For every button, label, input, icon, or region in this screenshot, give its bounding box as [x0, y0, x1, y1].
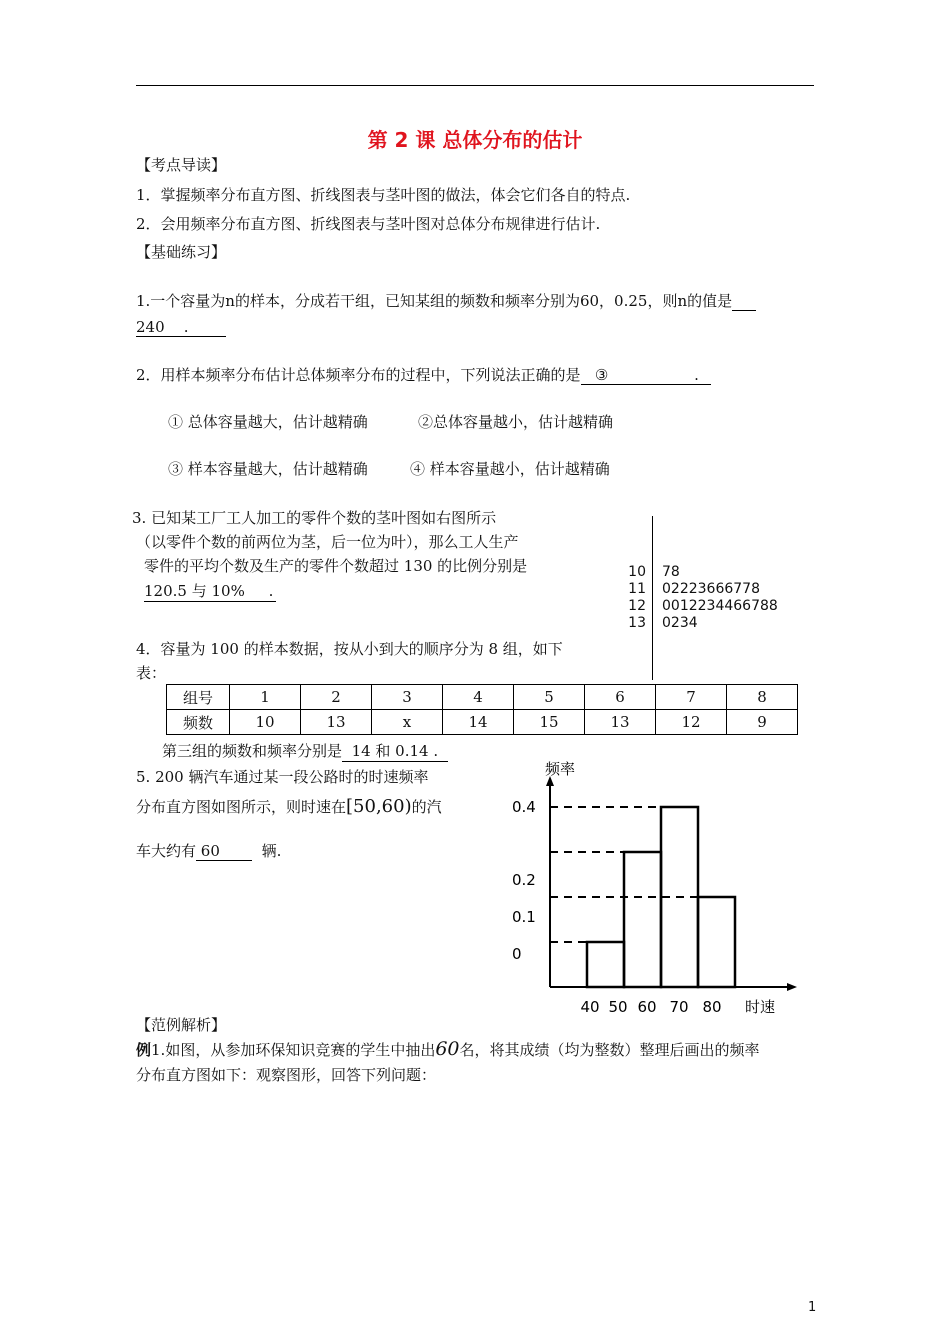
x-tick-label: 50 [608, 998, 628, 1015]
leaf-column [662, 564, 778, 632]
question-5-line-2 [136, 796, 442, 817]
question-2-answer: ③ [594, 366, 609, 384]
question-5-answer: 60 [200, 842, 220, 860]
table-cell: x [372, 710, 443, 735]
question-3-line-3: 零件的平均个数及生产的零件个数超过 130 的比例分别是 [144, 557, 528, 575]
y-tick-label: 0 [512, 945, 522, 963]
leaves: 02223666778 [662, 581, 760, 597]
question-5-line-3b: 辆. [261, 842, 282, 860]
question-1-answer: 240 [136, 318, 165, 336]
table-cell: 3 [372, 685, 443, 710]
table-cell: 14 [443, 710, 514, 735]
question-1-answer-line [136, 318, 226, 337]
question-2-option-1: ① 总体容量越大，估计越精确 [168, 413, 368, 431]
interval-notation: [50,60) [346, 796, 412, 817]
stem: 11 [628, 581, 646, 597]
question-2-end: . [694, 366, 699, 384]
stem-leaf-divider [652, 516, 653, 680]
example-1-number: 60 [435, 1038, 460, 1060]
question-4-after: 第三组的频数和频率分别是 [162, 742, 343, 760]
table-cell: 5 [514, 685, 585, 710]
stem: 12 [628, 598, 646, 614]
stem: 13 [628, 615, 646, 631]
question-5-line-3a: 车大约有 [136, 842, 197, 860]
table-cell: 7 [656, 685, 727, 710]
table-cell: 13 [301, 710, 372, 735]
x-tick-label: 80 [702, 998, 722, 1015]
y-tick-label: 0.2 [512, 871, 536, 889]
leaves: 78 [662, 564, 680, 580]
guide-item-2: 2．会用频率分布直方图、折线图表与茎叶图对总体分布规律进行估计. [136, 215, 601, 233]
stem-column [628, 564, 646, 632]
table-row [167, 685, 798, 710]
question-4-answer-line [162, 740, 448, 762]
question-5-line-3 [136, 840, 281, 861]
leaves: 0012234466788 [662, 598, 778, 614]
question-4-line-2: 表： [136, 664, 167, 682]
section-basic: 【基础练习】 [136, 243, 227, 261]
guide-item-1: 1．掌握频率分布直方图、折线图表与茎叶图的做法，体会它们各自的特点. [136, 186, 631, 204]
speed-histogram [490, 750, 800, 1015]
table-row [167, 710, 798, 735]
question-5-line-2a: 分布直方图如图所示，则时速在 [136, 798, 347, 816]
question-4-end: . [433, 742, 439, 760]
question-2-option-3: ③ 样本容量越大，估计越精确 [168, 460, 368, 478]
y-axis-label: 频率 [544, 760, 576, 778]
question-1-text: 1.一个容量为n的样本，分成若干组，已知某组的频数和频率分别为60，0.25，则n的值是 [136, 292, 733, 310]
y-tick-label: 0.1 [512, 908, 536, 926]
question-3-answer-line [144, 580, 276, 602]
table-cell: 4 [443, 685, 514, 710]
table-cell: 15 [514, 710, 585, 735]
frequency-table [166, 684, 798, 735]
table-cell: 2 [301, 685, 372, 710]
question-3-answer: 120.5 与 10% [144, 582, 245, 600]
example-1-line-2: 分布直方图如下：观察图形，回答下列问题： [136, 1066, 437, 1084]
example-label: 例 [136, 1041, 152, 1059]
page-title: 第 2 课 总体分布的估计 [367, 128, 583, 152]
table-cell: 12 [656, 710, 727, 735]
histogram-bar [624, 852, 661, 987]
question-2-option-2: ②总体容量越小，估计越精确 [418, 413, 614, 431]
x-tick-label: 40 [580, 998, 600, 1015]
histogram-bar [698, 897, 735, 987]
x-axis-arrow [787, 983, 797, 991]
header-rule [136, 85, 814, 86]
table-cell: 6 [585, 685, 656, 710]
question-1-end: . [183, 318, 189, 336]
section-guide: 【考点导读】 [136, 156, 227, 174]
stem: 10 [628, 564, 646, 580]
table-cell: 10 [230, 710, 301, 735]
table-cell: 组号 [167, 685, 230, 710]
table-cell: 8 [727, 685, 798, 710]
table-cell: 1 [230, 685, 301, 710]
y-tick-label: 0.4 [512, 798, 536, 816]
table-cell: 频数 [167, 710, 230, 735]
question-1 [136, 290, 756, 311]
page-number: 1 [808, 1300, 817, 1315]
question-3-line-1: 3. 已知某工厂工人加工的零件个数的茎叶图如右图所示 [132, 509, 497, 527]
question-2 [136, 364, 711, 385]
question-3-end: . [268, 582, 274, 600]
question-5-line-1: 5. 200 辆汽车通过某一段公路时的时速频率 [136, 768, 429, 786]
question-4-answer: 14 和 0.14 [351, 742, 429, 760]
x-tick-label: 70 [669, 998, 689, 1015]
table-cell: 13 [585, 710, 656, 735]
question-4-line-1: 4．容量为 100 的样本数据，按从小到大的顺序分为 8 组，如下 [136, 640, 563, 658]
table-cell: 9 [727, 710, 798, 735]
question-3-line-2: （以零件个数的前两位为茎，后一位为叶），那么工人生产 [136, 533, 519, 551]
example-1-text-b: 名，将其成绩（均为整数）整理后画出的频率 [459, 1041, 760, 1059]
question-5-line-2b: 的汽 [411, 798, 442, 816]
question-2-text: 2．用样本频率分布估计总体频率分布的过程中，下列说法正确的是 [136, 366, 581, 384]
example-1-text: 1.如图，从参加环保知识竞赛的学生中抽出 [151, 1041, 436, 1059]
example-1-line-1 [136, 1038, 760, 1060]
x-axis-label: 时速 [744, 998, 776, 1015]
x-tick-label: 60 [637, 998, 657, 1015]
question-2-option-4: ④ 样本容量越小，估计越精确 [410, 460, 610, 478]
leaves: 0234 [662, 615, 698, 631]
section-examples: 【范例解析】 [136, 1016, 227, 1034]
histogram-bar [587, 942, 624, 987]
